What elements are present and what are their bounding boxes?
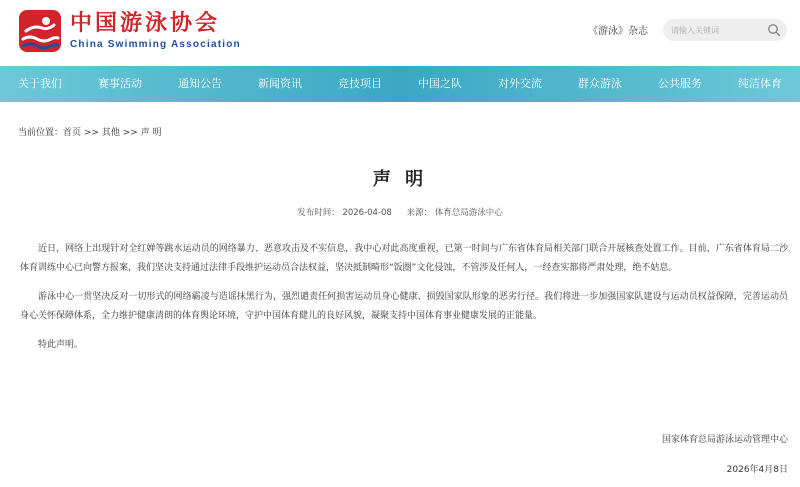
logo-title-en: China Swimming Association [70, 39, 241, 50]
breadcrumb-current: 声 明 [140, 128, 162, 138]
article-source: 来源： 体育总局游泳中心 [406, 208, 503, 218]
breadcrumb-home[interactable]: 首页 [63, 128, 82, 138]
breadcrumb-separator: >> [81, 128, 102, 138]
breadcrumb-section[interactable]: 其他 [101, 128, 120, 138]
nav-item-national-team[interactable]: 中国之队 [418, 77, 462, 90]
breadcrumb [18, 125, 162, 138]
main-nav [0, 66, 800, 102]
article-paragraph: 特此声明。 [38, 340, 84, 350]
nav-item-clean-sport[interactable]: 纯洁体育 [738, 77, 782, 90]
site-header [0, 0, 800, 66]
magazine-link[interactable]: 《游泳》杂志 [588, 26, 648, 37]
nav-item-about[interactable]: 关于我们 [18, 77, 62, 90]
breadcrumb-prefix: 当前位置： [18, 128, 64, 138]
nav-item-events[interactable]: 赛事活动 [98, 77, 142, 90]
logo-title-cn: 中国游泳协会 [70, 11, 221, 36]
signature-date: 2026年4月8日 [726, 465, 788, 475]
nav-item-public-swimming[interactable]: 群众游泳 [578, 77, 622, 90]
article-paragraph: 游泳中心一贯坚决反对一切形式的网络霸凌与造谣抹黑行为，强烈谴责任何损害运动员身心健康、损毁国家队形象的恶劣行径。我们将进一步加强国家队建设与运动员权益保障，完善运动员身心关怀保障体系，全力维护健康清朗的体育舆论环境，守护中国体育健儿的良好风貌，凝聚支持中国体育事业健康发展的正能量。 [20, 292, 788, 321]
article-body [20, 240, 788, 365]
nav-item-international[interactable]: 对外交流 [498, 77, 542, 90]
nav-item-competition[interactable]: 竞技项目 [338, 77, 382, 90]
search-icon[interactable] [767, 22, 783, 38]
breadcrumb-separator: >> [119, 128, 141, 138]
nav-item-news[interactable]: 新闻资讯 [258, 77, 302, 90]
nav-item-public-service[interactable]: 公共服务 [658, 77, 702, 90]
page-title: 声 明 [372, 169, 428, 190]
site-logo[interactable] [18, 9, 241, 53]
search-input[interactable] [671, 20, 767, 40]
article-paragraph: 近日，网络上出现针对全红婵等跳水运动员的网络暴力、恶意攻击及不实信息，我中心对此高度重视，已第一时间与广东省体育局相关部门联合开展核查处置工作。目前，广东省体育局二沙体育训练中心已向警方报案，我们坚决支持通过法律手段维护运动员合法权益，坚决抵制畸形“饭圈”文化侵蚀，不管涉及任何人，一经查实都将严肃处理，绝不姑息。 [20, 244, 788, 273]
search-box [663, 19, 787, 41]
article-meta [0, 206, 800, 218]
signature-organization: 国家体育总局游泳运动管理中心 [661, 435, 788, 445]
publish-time: 发布时间： 2026-04-08 [297, 208, 392, 218]
swimmer-logo-icon [18, 9, 62, 53]
nav-item-notices[interactable]: 通知公告 [178, 77, 222, 90]
